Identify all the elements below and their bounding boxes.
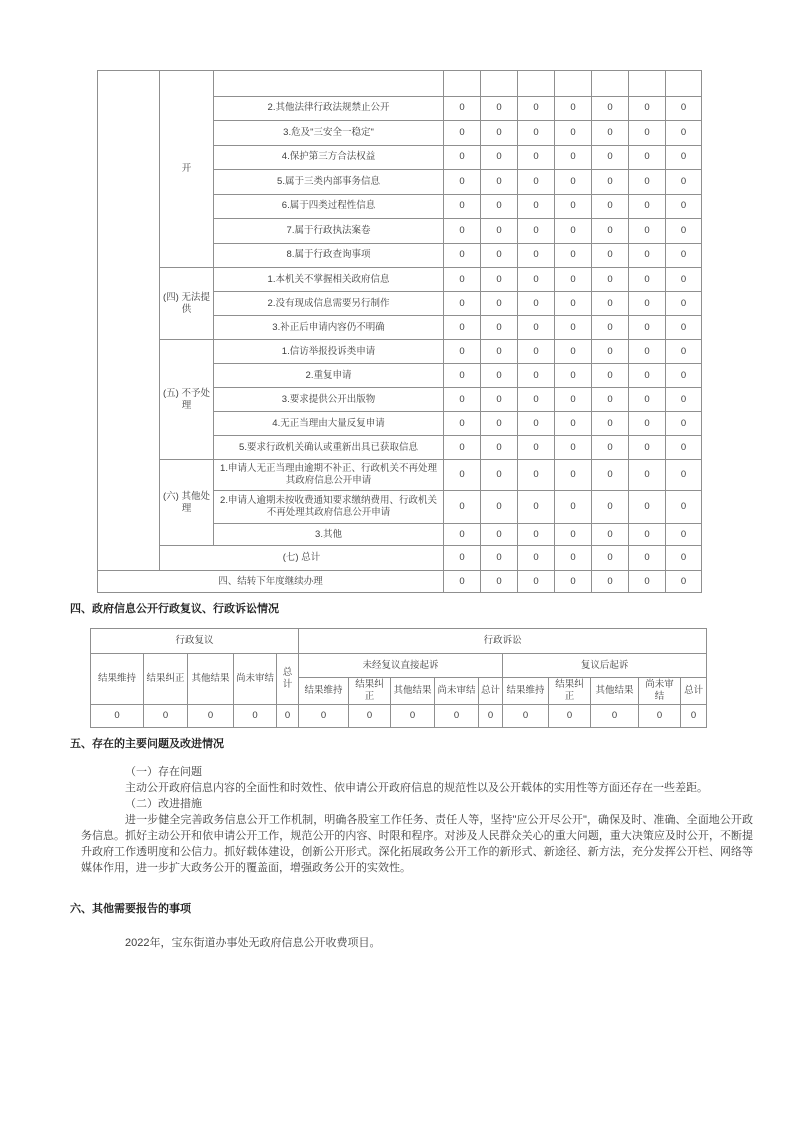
value-cell: 0 <box>518 388 555 412</box>
value-cell: 0 <box>444 121 481 146</box>
item-label-cell: 2.没有现成信息需要另行制作 <box>214 292 444 316</box>
value-cell: 0 <box>666 491 702 524</box>
value-cell: 0 <box>299 705 349 728</box>
header-cell: 总计 <box>479 678 503 705</box>
value-cell: 0 <box>666 292 702 316</box>
value-cell: 0 <box>666 388 702 412</box>
value-cell: 0 <box>639 705 681 728</box>
value-cell: 0 <box>629 436 666 460</box>
header-cell: 其他结果 <box>391 678 435 705</box>
value-cell: 0 <box>555 546 592 571</box>
value-cell: 0 <box>555 460 592 491</box>
header-cell: 其他结果 <box>591 678 639 705</box>
value-cell: 0 <box>479 705 503 728</box>
value-cell: 0 <box>555 268 592 292</box>
value-cell: 0 <box>481 571 518 593</box>
header-cell: 结果纠正 <box>144 654 188 705</box>
value-cell: 0 <box>444 436 481 460</box>
item-label-cell: 1.申请人无正当理由逾期不补正、行政机关不再处理其政府信息公开申请 <box>214 460 444 491</box>
value-cell: 0 <box>481 219 518 244</box>
value-cell: 0 <box>629 96 666 121</box>
item-label-cell: 3.要求提供公开出版物 <box>214 388 444 412</box>
value-cell: 0 <box>555 436 592 460</box>
value-cell: 0 <box>666 96 702 121</box>
value-cell: 0 <box>666 145 702 170</box>
value-cell: 0 <box>481 194 518 219</box>
header-cell: 结果维持 <box>503 678 549 705</box>
value-cell: 0 <box>444 292 481 316</box>
value-cell: 0 <box>555 524 592 546</box>
value-cell: 0 <box>444 194 481 219</box>
value-cell: 0 <box>444 145 481 170</box>
item-label-cell: 2.其他法律行政法规禁止公开 <box>214 96 444 121</box>
value-cell: 0 <box>629 412 666 436</box>
value-cell: 0 <box>444 96 481 121</box>
value-cell: 0 <box>592 145 629 170</box>
value-cell: 0 <box>592 316 629 340</box>
item-label-cell: 四、结转下年度继续办理 <box>98 571 444 593</box>
value-cell: 0 <box>518 460 555 491</box>
value-cell: 0 <box>349 705 391 728</box>
value-cell: 0 <box>518 219 555 244</box>
value-cell: 0 <box>444 219 481 244</box>
value-cell: 0 <box>518 121 555 146</box>
section5-subheading-measures: （二）改进措施 <box>125 798 202 810</box>
value-cell <box>444 71 481 97</box>
value-cell: 0 <box>518 96 555 121</box>
value-cell: 0 <box>481 268 518 292</box>
value-cell <box>555 71 592 97</box>
value-cell: 0 <box>444 268 481 292</box>
value-cell: 0 <box>681 705 707 728</box>
value-cell: 0 <box>518 268 555 292</box>
value-cell: 0 <box>592 364 629 388</box>
value-cell: 0 <box>629 243 666 268</box>
value-cell: 0 <box>666 412 702 436</box>
information-request-results-table <box>97 70 702 593</box>
value-cell: 0 <box>481 546 518 571</box>
value-cell: 0 <box>481 145 518 170</box>
section4-heading: 四、政府信息公开行政复议、行政诉讼情况 <box>70 603 279 615</box>
item-label-cell: 1.信访举报投诉类申请 <box>214 340 444 364</box>
category-label-cell: (五) 不予处理 <box>160 340 214 460</box>
value-cell: 0 <box>481 364 518 388</box>
header-cell: 复议后起诉 <box>503 654 707 678</box>
value-cell: 0 <box>518 546 555 571</box>
header-cell: 行政诉讼 <box>299 629 707 654</box>
value-cell <box>666 71 702 97</box>
value-cell: 0 <box>444 170 481 195</box>
value-cell: 0 <box>666 571 702 593</box>
value-cell: 0 <box>481 340 518 364</box>
value-cell: 0 <box>444 491 481 524</box>
value-cell: 0 <box>91 705 144 728</box>
header-cell: 其他结果 <box>188 654 234 705</box>
value-cell: 0 <box>592 546 629 571</box>
value-cell: 0 <box>629 194 666 219</box>
header-cell: 结果维持 <box>91 654 144 705</box>
header-cell: 结果纠正 <box>549 678 591 705</box>
header-cell: 行政复议 <box>91 629 299 654</box>
value-cell: 0 <box>518 316 555 340</box>
value-cell: 0 <box>592 491 629 524</box>
value-cell: 0 <box>666 121 702 146</box>
value-cell: 0 <box>666 340 702 364</box>
value-cell: 0 <box>666 243 702 268</box>
value-cell: 0 <box>629 268 666 292</box>
item-label-cell: 3.补正后申请内容仍不明确 <box>214 316 444 340</box>
value-cell: 0 <box>666 364 702 388</box>
value-cell: 0 <box>481 460 518 491</box>
value-cell: 0 <box>518 145 555 170</box>
value-cell: 0 <box>666 436 702 460</box>
item-label-cell: 4.保护第三方合法权益 <box>214 145 444 170</box>
category-label-cell: (六) 其他处理 <box>160 460 214 546</box>
item-label-cell: (七) 总计 <box>160 546 444 571</box>
value-cell: 0 <box>592 571 629 593</box>
value-cell: 0 <box>666 268 702 292</box>
value-cell: 0 <box>444 243 481 268</box>
item-label-cell: 2.申请人逾期未按收费通知要求缴纳费用、行政机关不再处理其政府信息公开申请 <box>214 491 444 524</box>
value-cell: 0 <box>555 219 592 244</box>
item-label-cell <box>214 71 444 97</box>
value-cell: 0 <box>629 524 666 546</box>
value-cell: 0 <box>666 524 702 546</box>
value-cell: 0 <box>666 170 702 195</box>
value-cell: 0 <box>629 121 666 146</box>
value-cell: 0 <box>481 412 518 436</box>
value-cell: 0 <box>629 170 666 195</box>
value-cell: 0 <box>234 705 277 728</box>
value-cell: 0 <box>629 316 666 340</box>
value-cell: 0 <box>518 194 555 219</box>
value-cell: 0 <box>518 436 555 460</box>
value-cell: 0 <box>629 491 666 524</box>
value-cell: 0 <box>555 364 592 388</box>
value-cell: 0 <box>629 460 666 491</box>
section5-heading: 五、存在的主要问题及改进情况 <box>70 738 224 750</box>
value-cell: 0 <box>444 546 481 571</box>
item-label-cell: 6.属于四类过程性信息 <box>214 194 444 219</box>
value-cell: 0 <box>444 460 481 491</box>
value-cell: 0 <box>518 491 555 524</box>
value-cell: 0 <box>555 96 592 121</box>
value-cell: 0 <box>503 705 549 728</box>
header-cell: 未经复议直接起诉 <box>299 654 503 678</box>
value-cell: 0 <box>444 340 481 364</box>
value-cell <box>518 71 555 97</box>
value-cell: 0 <box>555 145 592 170</box>
value-cell: 0 <box>666 316 702 340</box>
value-cell: 0 <box>435 705 479 728</box>
value-cell: 0 <box>666 194 702 219</box>
item-label-cell: 1.本机关不掌握相关政府信息 <box>214 268 444 292</box>
section5-subheading-problems: （一）存在问题 <box>125 766 202 778</box>
value-cell: 0 <box>592 121 629 146</box>
value-cell: 0 <box>629 571 666 593</box>
value-cell <box>481 71 518 97</box>
header-cell: 尚未审结 <box>234 654 277 705</box>
value-cell: 0 <box>555 121 592 146</box>
value-cell: 0 <box>555 412 592 436</box>
value-cell: 0 <box>666 219 702 244</box>
value-cell: 0 <box>518 243 555 268</box>
value-cell: 0 <box>592 96 629 121</box>
header-cell: 总计 <box>277 654 299 705</box>
value-cell <box>592 71 629 97</box>
group-continuation-cell <box>98 71 160 571</box>
header-cell: 尚未审结 <box>435 678 479 705</box>
value-cell: 0 <box>666 546 702 571</box>
value-cell: 0 <box>555 316 592 340</box>
value-cell: 0 <box>629 388 666 412</box>
value-cell: 0 <box>666 460 702 491</box>
item-label-cell: 5.属于三类内部事务信息 <box>214 170 444 195</box>
value-cell: 0 <box>555 388 592 412</box>
value-cell: 0 <box>391 705 435 728</box>
value-cell: 0 <box>592 412 629 436</box>
value-cell: 0 <box>555 292 592 316</box>
value-cell: 0 <box>481 292 518 316</box>
item-label-cell: 5.要求行政机关确认或重新出具已获取信息 <box>214 436 444 460</box>
value-cell: 0 <box>481 96 518 121</box>
value-cell: 0 <box>481 491 518 524</box>
value-cell: 0 <box>518 364 555 388</box>
category-label-cell: (四) 无法提供 <box>160 268 214 340</box>
item-label-cell: 2.重复申请 <box>214 364 444 388</box>
value-cell: 0 <box>444 388 481 412</box>
value-cell: 0 <box>592 460 629 491</box>
value-cell: 0 <box>188 705 234 728</box>
header-cell: 结果维持 <box>299 678 349 705</box>
header-cell: 结果纠正 <box>349 678 391 705</box>
value-cell: 0 <box>592 243 629 268</box>
item-label-cell: 4.无正当理由大量反复申请 <box>214 412 444 436</box>
value-cell: 0 <box>481 316 518 340</box>
item-label-cell: 3.危及"三安全一稳定" <box>214 121 444 146</box>
value-cell: 0 <box>592 194 629 219</box>
value-cell: 0 <box>592 388 629 412</box>
value-cell: 0 <box>481 436 518 460</box>
item-label-cell: 7.属于行政执法案卷 <box>214 219 444 244</box>
value-cell: 0 <box>481 524 518 546</box>
value-cell: 0 <box>592 292 629 316</box>
section5-problems-paragraph: 主动公开政府信息内容的全面性和时效性、依申请公开政府信息的规范性以及公开载体的实用性等方面还存在一些差距。 <box>125 782 708 794</box>
review-litigation-table <box>90 628 707 728</box>
value-cell: 0 <box>555 243 592 268</box>
value-cell: 0 <box>518 524 555 546</box>
value-cell: 0 <box>592 524 629 546</box>
value-cell <box>629 71 666 97</box>
value-cell: 0 <box>629 292 666 316</box>
value-cell: 0 <box>144 705 188 728</box>
value-cell: 0 <box>592 436 629 460</box>
value-cell: 0 <box>277 705 299 728</box>
value-cell: 0 <box>555 340 592 364</box>
section6-heading: 六、其他需要报告的事项 <box>70 903 191 915</box>
value-cell: 0 <box>444 316 481 340</box>
category-label-cell: 开 <box>160 71 214 268</box>
section6-paragraph: 2022年，宝东街道办事处无政府信息公开收费项目。 <box>125 937 381 949</box>
value-cell: 0 <box>518 170 555 195</box>
value-cell: 0 <box>549 705 591 728</box>
header-cell: 总计 <box>681 678 707 705</box>
value-cell: 0 <box>555 571 592 593</box>
value-cell: 0 <box>629 364 666 388</box>
value-cell: 0 <box>518 571 555 593</box>
value-cell: 0 <box>591 705 639 728</box>
value-cell: 0 <box>518 292 555 316</box>
value-cell: 0 <box>592 268 629 292</box>
value-cell: 0 <box>444 412 481 436</box>
value-cell: 0 <box>444 571 481 593</box>
value-cell: 0 <box>444 524 481 546</box>
section5-measures-paragraph: 进一步健全完善政务信息公开工作机制，明确各股室工作任务、责任人等，坚持"应公开尽公开"，确保及时、准确、全面地公开政务信息。抓好主动公开和依申请公开工作，规范公开的内容、时限和程序。对涉及人民群众关心的重大问题，重大决策应及时公开，不断提升政府工作透明度和公信力。抓好载体建设，创新公开形式。深化拓展政务公开工作的新形式、新途径、新方法，充分发挥公开栏、网络等媒体作用，进一步扩大政务公开的覆盖面，增强政务公开的实效性。 <box>81 814 753 874</box>
item-label-cell: 3.其他 <box>214 524 444 546</box>
value-cell: 0 <box>629 340 666 364</box>
value-cell: 0 <box>592 340 629 364</box>
value-cell: 0 <box>518 340 555 364</box>
value-cell: 0 <box>555 194 592 219</box>
value-cell: 0 <box>481 388 518 412</box>
value-cell: 0 <box>629 546 666 571</box>
value-cell: 0 <box>444 364 481 388</box>
value-cell: 0 <box>555 491 592 524</box>
value-cell: 0 <box>555 170 592 195</box>
value-cell: 0 <box>481 121 518 146</box>
value-cell: 0 <box>518 412 555 436</box>
value-cell: 0 <box>592 170 629 195</box>
value-cell: 0 <box>481 243 518 268</box>
item-label-cell: 8.属于行政查询事项 <box>214 243 444 268</box>
value-cell: 0 <box>629 219 666 244</box>
value-cell: 0 <box>629 145 666 170</box>
value-cell: 0 <box>481 170 518 195</box>
header-cell: 尚未审结 <box>639 678 681 705</box>
value-cell: 0 <box>592 219 629 244</box>
